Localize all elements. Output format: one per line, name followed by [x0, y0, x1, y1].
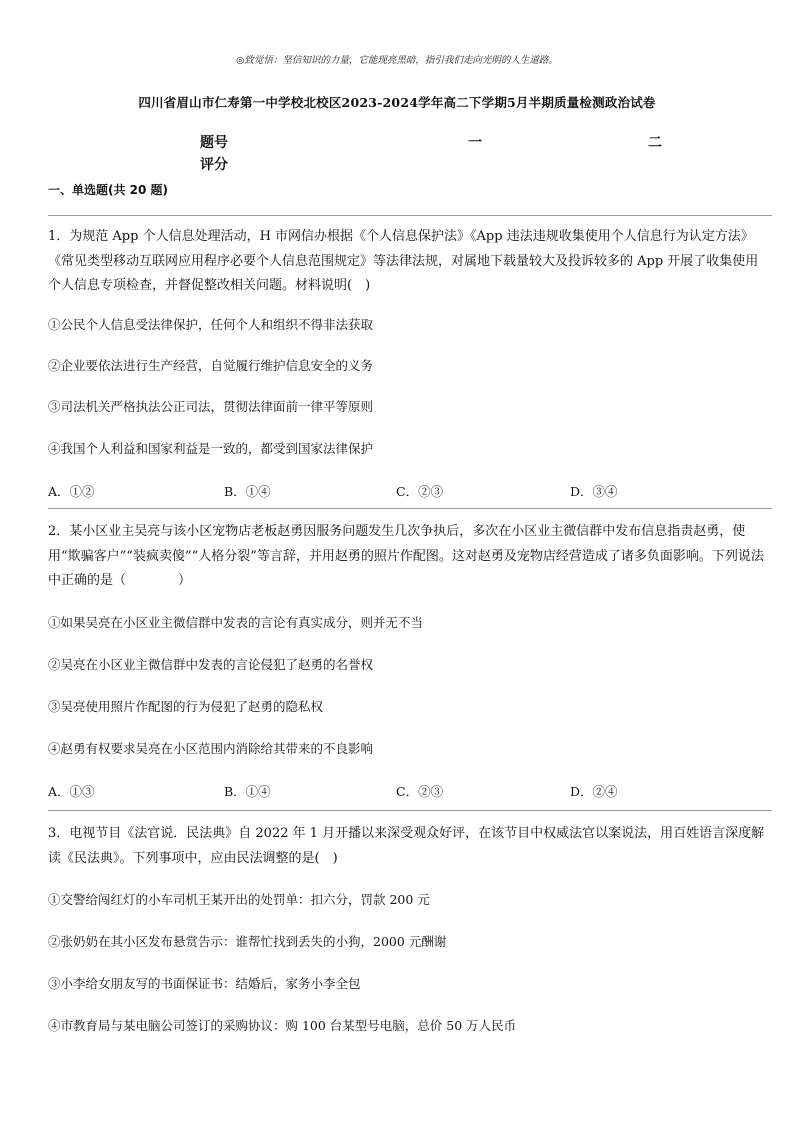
section-title: 一、单选题(共 20 题)	[48, 183, 169, 197]
question-2-option-4: ④赵勇有权要求吴亮在小区范围内消除给其带来的不良影响	[48, 741, 374, 756]
question-2-choice-b[interactable]: B．①④	[224, 784, 271, 799]
question-2-choice-c[interactable]: C．②③	[396, 784, 444, 799]
question-1-choice-b[interactable]: B．①④	[224, 484, 271, 499]
question-1-stem: 1．为规范 App 个人信息处理活动，H 市网信办根据《个人信息保护法》《App 违法违规收集使用个人信息行为认定方法》《常见类型移动互联网应用程序必要个人信息范围规定》等法律法规，对属地下载量较大及投诉较多的 App 开展了收集使用个人信息专项检查，并督促整改相关问题。材料说明( )	[48, 229, 759, 293]
score-col-1: 一	[468, 135, 482, 151]
question-3-option-4: ④市教育局与某电脑公司签订的采购协议：购 100 台某型号电脑，总价 50 万人民币	[48, 1018, 517, 1033]
score-row-score	[200, 154, 680, 176]
question-3-option-3: ③小李给女朋友写的书面保证书：结婚后，家务小李全包	[48, 976, 361, 991]
question-2-choice-d[interactable]: D．②④	[570, 784, 618, 799]
question-1-option-3: ③司法机关严格执法公正司法，贯彻法律面前一律平等原则	[48, 399, 374, 414]
question-2-option-1: ①如果吴亮在小区业主微信群中发表的言论有真实成分，则并无不当	[48, 615, 424, 630]
question-3-stem: 3．电视节目《法官说．民法典》自 2022 年 1 月开播以来深受观众好评，在该节目中权威法官以案说法，用百姓语言深度解读《民法典》。下列事项中，应由民法调整的是( )	[48, 826, 765, 866]
question-1-option-2: ②企业要依法进行生产经营，自觉履行维护信息安全的义务	[48, 358, 374, 373]
score-label-number: 题号	[200, 135, 228, 151]
question-1-choice-c[interactable]: C．②③	[396, 484, 444, 499]
score-row-header	[200, 132, 680, 154]
question-3-option-1: ①交警给闯红灯的小车司机王某开出的处罚单：扣六分，罚款 200 元	[48, 892, 430, 907]
question-2-option-3: ③吴亮使用照片作配图的行为侵犯了赵勇的隐私权	[48, 699, 324, 714]
question-1-choice-d[interactable]: D．③④	[570, 484, 618, 499]
question-2-choices	[48, 782, 768, 798]
question-1-choices	[48, 482, 768, 498]
question-2-option-2: ②吴亮在小区业主微信群中发表的言论侵犯了赵勇的名誉权	[48, 657, 374, 672]
score-label-score: 评分	[200, 157, 228, 173]
header-motto: ◎致觉悟：坚信知识的力量，它能现亮黑暗，指引我们走向光明的人生道路。	[236, 55, 558, 66]
question-1-option-4: ④我国个人利益和国家利益是一致的，都受到国家法律保护	[48, 441, 374, 456]
score-col-2: 二	[648, 135, 662, 151]
question-1-option-1: ①公民个人信息受法律保护，任何个人和组织不得非法获取	[48, 317, 374, 332]
question-divider	[48, 215, 772, 216]
question-divider	[48, 810, 772, 811]
question-2-choice-a[interactable]: A．①③	[48, 784, 95, 799]
question-1-choice-a[interactable]: A．①②	[48, 484, 95, 499]
question-3-option-2: ②张奶奶在其小区发布悬赏告示：谁帮忙找到丢失的小狗，2000 元酬谢	[48, 934, 447, 949]
question-divider	[48, 508, 772, 509]
exam-title: 四川省眉山市仁寿第一中学校北校区2023-2024学年高二下学期5月半期质量检测政治试卷	[138, 95, 656, 110]
question-2-stem: 2．某小区业主吴亮与该小区宠物店老板赵勇因服务问题发生几次争执后，多次在小区业主微信群中发布信息指责赵勇，使用“欺骗客户”“装疯卖傻”“人格分裂”等言辞，并用赵勇的照片作配图。这对赵勇及宠物店经营造成了诸多负面影响。下列说法中正确的是（ ）	[48, 524, 764, 588]
score-table	[200, 132, 680, 176]
